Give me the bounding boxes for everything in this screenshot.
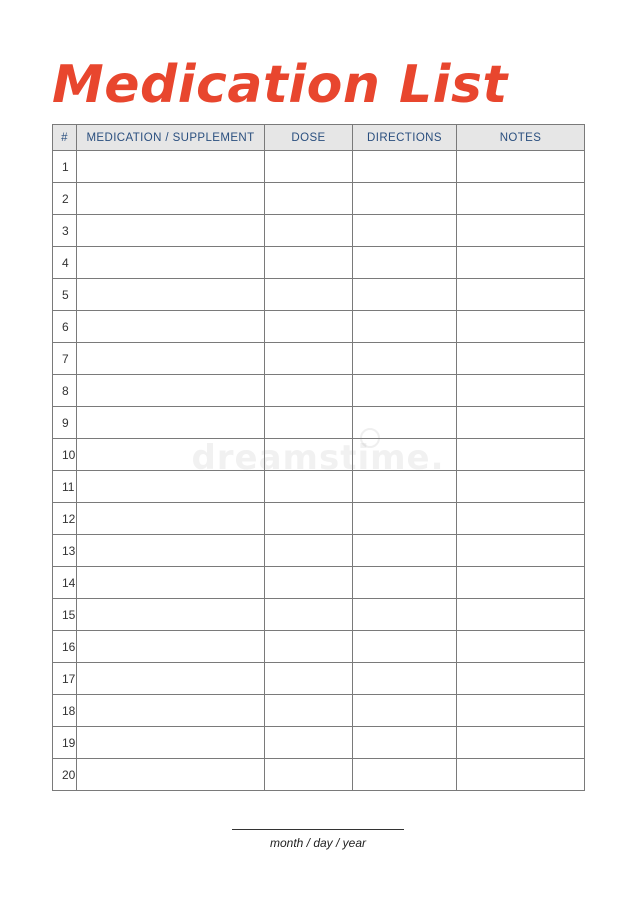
dose-cell[interactable] xyxy=(265,599,353,631)
notes-cell[interactable] xyxy=(457,695,585,727)
table-row xyxy=(53,535,585,567)
notes-cell[interactable] xyxy=(457,407,585,439)
row-number: 12 xyxy=(53,503,77,535)
row-number: 2 xyxy=(53,183,77,215)
dose-cell[interactable] xyxy=(265,375,353,407)
directions-cell[interactable] xyxy=(353,151,457,183)
dose-cell[interactable] xyxy=(265,343,353,375)
medication-table xyxy=(52,124,585,791)
notes-cell[interactable] xyxy=(457,535,585,567)
table-row xyxy=(53,151,585,183)
dose-cell[interactable] xyxy=(265,727,353,759)
table-row xyxy=(53,759,585,791)
table-row xyxy=(53,567,585,599)
dose-cell[interactable] xyxy=(265,183,353,215)
medication-cell[interactable] xyxy=(77,535,265,567)
table-row xyxy=(53,439,585,471)
dose-cell[interactable] xyxy=(265,151,353,183)
medication-cell[interactable] xyxy=(77,695,265,727)
directions-cell[interactable] xyxy=(353,215,457,247)
watermark: dreamstime. xyxy=(191,438,445,478)
dose-cell[interactable] xyxy=(265,407,353,439)
dose-cell[interactable] xyxy=(265,471,353,503)
dose-cell[interactable] xyxy=(265,247,353,279)
row-number: 18 xyxy=(53,695,77,727)
table-row xyxy=(53,279,585,311)
table-row xyxy=(53,663,585,695)
notes-cell[interactable] xyxy=(457,599,585,631)
medication-cell[interactable] xyxy=(77,183,265,215)
header-dose: DOSE xyxy=(265,125,353,151)
header-notes: NOTES xyxy=(457,125,585,151)
watermark-logo-icon xyxy=(360,428,380,448)
dose-cell[interactable] xyxy=(265,215,353,247)
dose-cell[interactable] xyxy=(265,503,353,535)
notes-cell[interactable] xyxy=(457,247,585,279)
notes-cell[interactable] xyxy=(457,151,585,183)
table-row xyxy=(53,183,585,215)
row-number: 20 xyxy=(53,759,77,791)
directions-cell[interactable] xyxy=(353,599,457,631)
row-number: 5 xyxy=(53,279,77,311)
notes-cell[interactable] xyxy=(457,279,585,311)
notes-cell[interactable] xyxy=(457,215,585,247)
notes-cell[interactable] xyxy=(457,183,585,215)
directions-cell[interactable] xyxy=(353,727,457,759)
dose-cell[interactable] xyxy=(265,695,353,727)
row-number: 15 xyxy=(53,599,77,631)
directions-cell[interactable] xyxy=(353,759,457,791)
row-number: 4 xyxy=(53,247,77,279)
medication-cell[interactable] xyxy=(77,151,265,183)
directions-cell[interactable] xyxy=(353,279,457,311)
directions-cell[interactable] xyxy=(353,343,457,375)
table-header-row xyxy=(53,125,585,151)
medication-cell[interactable] xyxy=(77,311,265,343)
header-directions: DIRECTIONS xyxy=(353,125,457,151)
dose-cell[interactable] xyxy=(265,279,353,311)
row-number: 14 xyxy=(53,567,77,599)
notes-cell[interactable] xyxy=(457,503,585,535)
header-number: # xyxy=(53,125,77,151)
table-row xyxy=(53,727,585,759)
medication-cell[interactable] xyxy=(77,727,265,759)
row-number: 10 xyxy=(53,439,77,471)
directions-cell[interactable] xyxy=(353,567,457,599)
medication-cell[interactable] xyxy=(77,759,265,791)
row-number: 17 xyxy=(53,663,77,695)
notes-cell[interactable] xyxy=(457,471,585,503)
row-number: 7 xyxy=(53,343,77,375)
medication-cell[interactable] xyxy=(77,375,265,407)
notes-cell[interactable] xyxy=(457,439,585,471)
notes-cell[interactable] xyxy=(457,375,585,407)
notes-cell[interactable] xyxy=(457,311,585,343)
directions-cell[interactable] xyxy=(353,471,457,503)
directions-cell[interactable] xyxy=(353,535,457,567)
dose-cell[interactable] xyxy=(265,759,353,791)
table-row xyxy=(53,343,585,375)
dose-cell[interactable] xyxy=(265,535,353,567)
medication-cell[interactable] xyxy=(77,567,265,599)
date-signature-line xyxy=(232,829,404,830)
notes-cell[interactable] xyxy=(457,343,585,375)
directions-cell[interactable] xyxy=(353,631,457,663)
directions-cell[interactable] xyxy=(353,695,457,727)
medication-cell[interactable] xyxy=(77,599,265,631)
dose-cell[interactable] xyxy=(265,631,353,663)
notes-cell[interactable] xyxy=(457,631,585,663)
dose-cell[interactable] xyxy=(265,439,353,471)
medication-cell[interactable] xyxy=(77,471,265,503)
medication-cell[interactable] xyxy=(77,439,265,471)
dose-cell[interactable] xyxy=(265,567,353,599)
medication-cell[interactable] xyxy=(77,407,265,439)
notes-cell[interactable] xyxy=(457,759,585,791)
notes-cell[interactable] xyxy=(457,727,585,759)
row-number: 16 xyxy=(53,631,77,663)
dose-cell[interactable] xyxy=(265,311,353,343)
directions-cell[interactable] xyxy=(353,247,457,279)
table-row xyxy=(53,695,585,727)
row-number: 8 xyxy=(53,375,77,407)
table-row xyxy=(53,503,585,535)
directions-cell[interactable] xyxy=(353,503,457,535)
medication-cell[interactable] xyxy=(77,247,265,279)
table-row xyxy=(53,215,585,247)
medication-cell[interactable] xyxy=(77,503,265,535)
medication-cell[interactable] xyxy=(77,343,265,375)
table-row xyxy=(53,631,585,663)
directions-cell[interactable] xyxy=(353,183,457,215)
medication-cell[interactable] xyxy=(77,215,265,247)
directions-cell[interactable] xyxy=(353,375,457,407)
row-number: 1 xyxy=(53,151,77,183)
directions-cell[interactable] xyxy=(353,663,457,695)
header-medication: MEDICATION / SUPPLEMENT xyxy=(77,125,265,151)
page-title: Medication List xyxy=(52,55,508,115)
row-number: 11 xyxy=(53,471,77,503)
medication-cell[interactable] xyxy=(77,663,265,695)
table-row xyxy=(53,247,585,279)
medication-cell[interactable] xyxy=(77,279,265,311)
notes-cell[interactable] xyxy=(457,663,585,695)
date-label: month / day / year xyxy=(269,836,367,850)
row-number: 3 xyxy=(53,215,77,247)
table-row xyxy=(53,311,585,343)
directions-cell[interactable] xyxy=(353,311,457,343)
medication-cell[interactable] xyxy=(77,631,265,663)
row-number: 13 xyxy=(53,535,77,567)
table-row xyxy=(53,407,585,439)
row-number: 6 xyxy=(53,311,77,343)
table-row xyxy=(53,375,585,407)
row-number: 9 xyxy=(53,407,77,439)
table-row xyxy=(53,471,585,503)
table-row xyxy=(53,599,585,631)
row-number: 19 xyxy=(53,727,77,759)
dose-cell[interactable] xyxy=(265,663,353,695)
table-body xyxy=(53,151,585,791)
notes-cell[interactable] xyxy=(457,567,585,599)
